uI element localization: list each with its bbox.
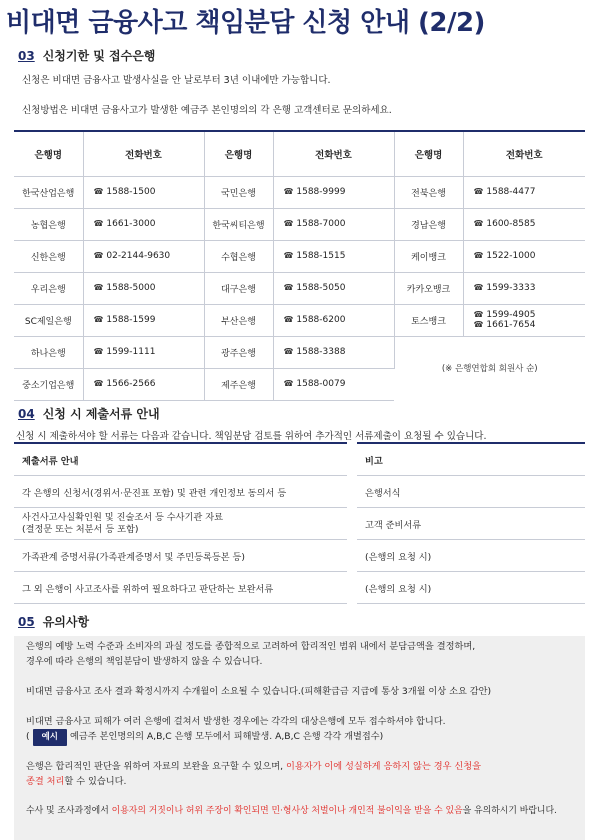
bank-phone: [83, 304, 204, 336]
column-header: 전화번호: [463, 132, 585, 176]
table-row: [14, 272, 585, 304]
phone-number: 1522-1000: [483, 251, 536, 261]
phone-icon: ☎: [283, 251, 294, 260]
bank-phone: [83, 336, 204, 368]
bank-phone: [83, 272, 204, 304]
bank-name: 신한은행: [14, 240, 83, 272]
phone-number: 1588-4477: [483, 187, 536, 197]
table-header-row: [14, 132, 585, 176]
notice-line-warning: 비대면 금융사고 조사 결과 확정시까지 수개월이 소요될 수 있습니다.(피해환급금 지급에 통상 3개월 이상 소요 감안): [26, 686, 492, 697]
bank-name: 광주은행: [204, 336, 273, 368]
phone-line: [474, 219, 584, 229]
column-header: 전화번호: [83, 132, 204, 176]
bank-name: 농협은행: [14, 208, 83, 240]
phone-icon: ☎: [283, 283, 294, 292]
bank-name: 부산은행: [204, 304, 273, 336]
section-title: 신청 시 제출서류 안내: [42, 407, 160, 421]
phone-line: [94, 187, 202, 197]
notice-text: 수사 및 조사과정에서: [26, 806, 112, 816]
column-header: 은행명: [204, 132, 273, 176]
bank-phone: [83, 240, 204, 272]
phone-number: 1588-3388: [293, 347, 346, 357]
phone-line: [474, 283, 584, 293]
notice-example-line: [26, 729, 383, 746]
bank-phone: [273, 368, 394, 400]
phone-number: 1588-7000: [293, 219, 346, 229]
phone-icon: ☎: [283, 347, 294, 356]
bank-phone: [463, 208, 585, 240]
bank-phone: [463, 304, 585, 336]
notice-warning: 종결 처리: [26, 776, 65, 787]
notice-line: [26, 774, 126, 789]
page-title: 비대면 금융사고 책임분담 신청 안내 (2/2): [6, 8, 485, 38]
phone-icon: ☎: [473, 187, 484, 196]
bank-name: 중소기업은행: [14, 368, 83, 400]
phone-line: [94, 347, 202, 357]
document-name: 가족관계 증명서류(가족관계증명서 및 주민등록등본 등): [14, 540, 347, 572]
section-04-heading: [18, 405, 160, 422]
bank-name: 제주은행: [204, 368, 273, 400]
phone-number: 1599-1111: [103, 347, 156, 357]
phone-number: 1588-6200: [293, 315, 346, 325]
section-number: 03: [18, 49, 35, 63]
phone-icon: ☎: [473, 251, 484, 260]
phone-line: [94, 283, 202, 293]
phone-icon: ☎: [473, 283, 484, 292]
documents-table: [14, 442, 585, 604]
bank-contact-table: [14, 130, 585, 401]
phone-number: 1600-8585: [483, 219, 536, 229]
notice-line: 은행의 예방 노력 수준과 소비자의 과실 정도를 종합적으로 고려하여 합리적인 범위 내에서 분담금액을 결정하며,: [26, 641, 476, 652]
phone-icon: ☎: [283, 187, 294, 196]
bank-name: 대구은행: [204, 272, 273, 304]
phone-icon: ☎: [283, 219, 294, 228]
phone-icon: ☎: [473, 310, 484, 319]
phone-number: 1588-0079: [293, 379, 346, 389]
notice-text: 할 수 있습니다.: [64, 776, 127, 787]
phone-number: 1599-3333: [483, 283, 536, 293]
phone-icon: ☎: [93, 283, 104, 292]
phone-line: [474, 320, 584, 330]
phone-number: 1588-5000: [103, 283, 156, 293]
bank-phone: [273, 240, 394, 272]
phone-icon: ☎: [93, 187, 104, 196]
documents-intro: 신청 시 제출하셔야 할 서류는 다음과 같습니다. 책임분담 검토를 위하여 추가적인 서류제출이 요청될 수 있습니다.: [16, 431, 487, 442]
notice-warning: 이용자의 거짓이나 허위 주장이 확인되면 민·형사상 처벌이나 개인적 불이익을 받을 수 있음: [111, 806, 463, 816]
column-header: 은행명: [14, 132, 83, 176]
bank-phone: [273, 208, 394, 240]
table-row: [14, 208, 585, 240]
phone-line: [474, 251, 584, 261]
phone-number: 1588-1515: [293, 251, 346, 261]
document-name-sub: (결정문 또는 처분서 등 포함): [22, 523, 139, 535]
bank-phone: [463, 240, 585, 272]
phone-line: [474, 187, 584, 197]
phone-number: 02-2144-9630: [103, 251, 171, 261]
phone-icon: ☎: [93, 251, 104, 260]
bank-name: 한국산업은행: [14, 176, 83, 208]
table-row: [14, 572, 585, 604]
phone-line: [94, 219, 202, 229]
phone-number: 1661-3000: [103, 219, 156, 229]
column-header: 전화번호: [273, 132, 394, 176]
column-header: 은행명: [394, 132, 463, 176]
phone-icon: ☎: [93, 219, 104, 228]
notice-text: 은행은 합리적인 판단을 위하여 자료의 보완을 요구할 수 있으며,: [26, 761, 286, 772]
bank-phone: [83, 368, 204, 400]
section-title: 신청기한 및 접수은행: [42, 49, 156, 63]
section-03-heading: [18, 47, 155, 64]
document-name: [14, 508, 347, 540]
bank-name: 하나은행: [14, 336, 83, 368]
bank-name: SC제일은행: [14, 304, 83, 336]
phone-icon: ☎: [93, 379, 104, 388]
document-note: (은행의 요청 시): [357, 572, 585, 604]
phone-number: 1588-9999: [293, 187, 346, 197]
phone-icon: ☎: [283, 315, 294, 324]
table-row: [14, 476, 585, 508]
notice-line: 비대면 금융사고 피해가 여러 은행에 걸쳐서 발생한 경우에는 각각의 대상은행에 모두 접수하셔야 합니다.: [26, 716, 446, 727]
phone-line: [94, 251, 202, 261]
document-name-line: 사건사고사실확인원 및 진술조서 등 수사기관 자료: [22, 511, 223, 523]
example-text: 예금주 본인명의의 A,B,C 은행 모두에서 피해발생. A,B,C 은행 각각 개별접수): [70, 731, 384, 742]
bank-phone: [463, 176, 585, 208]
notice-line: [26, 759, 481, 774]
bank-phone: [273, 336, 394, 368]
phone-line: [284, 251, 392, 261]
bank-phone: [83, 208, 204, 240]
document-name: 그 외 은행이 사고조사를 위하여 필요하다고 판단하는 보완서류: [14, 572, 347, 604]
document-note: 은행서식: [357, 476, 585, 508]
bank-name: 국민은행: [204, 176, 273, 208]
bank-name: 전북은행: [394, 176, 463, 208]
phone-line: [284, 347, 392, 357]
phone-line: [284, 283, 392, 293]
notice-text: 을 유의하시기 바랍니다.: [462, 806, 557, 816]
bank-name: 토스뱅크: [394, 304, 463, 336]
phone-line: [94, 379, 202, 389]
phone-number: 1661-7654: [483, 320, 536, 330]
table-row: [14, 508, 585, 540]
notice-warning: 이용자가 이에 성실하게 응하지 않는 경우 신청을: [285, 761, 481, 772]
member-order-note: (※ 은행연합회 회원사 순): [441, 364, 538, 375]
phone-line: [284, 187, 392, 197]
phone-line: [474, 310, 584, 320]
phone-icon: ☎: [283, 379, 294, 388]
phone-icon: ☎: [93, 347, 104, 356]
section-title: 유의사항: [42, 615, 90, 629]
table-row: [14, 336, 585, 368]
bank-phone: [83, 176, 204, 208]
phone-number: 1599-4905: [483, 310, 536, 320]
deadline-text: 신청은 비대면 금융사고 발생사실을 안 날로부터 3년 이내에만 가능합니다.: [22, 75, 331, 86]
bank-phone: [273, 272, 394, 304]
phone-number: 1588-1599: [103, 315, 156, 325]
phone-icon: ☎: [473, 219, 484, 228]
table-row: [14, 240, 585, 272]
phone-icon: ☎: [473, 320, 484, 329]
column-header: 비고: [357, 442, 585, 476]
table-header-row: [14, 442, 585, 476]
phone-icon: ☎: [93, 315, 104, 324]
document-note: (은행의 요청 시): [357, 540, 585, 572]
document-note: 고객 준비서류: [357, 508, 585, 540]
section-number: 04: [18, 407, 35, 421]
document-name: 각 은행의 신청서(경위서·문진표 포함) 및 관련 개인정보 동의서 등: [14, 476, 347, 508]
section-number: 05: [18, 615, 35, 629]
phone-number: 1588-5050: [293, 283, 346, 293]
notice-box: [14, 636, 585, 840]
bank-name: 수협은행: [204, 240, 273, 272]
bank-name: 케이뱅크: [394, 240, 463, 272]
bank-phone: [273, 176, 394, 208]
notice-line-warning: 경우에 따라 은행의 책임분담이 발생하지 않을 수 있습니다.: [26, 656, 263, 667]
phone-line: [284, 315, 392, 325]
phone-line: [284, 379, 393, 389]
bank-name: 경남은행: [394, 208, 463, 240]
phone-number: 1588-1500: [103, 187, 156, 197]
bank-name: 한국씨티은행: [204, 208, 273, 240]
paren: (: [26, 731, 30, 742]
method-text: 신청방법은 비대면 금융사고가 발생한 예금주 본인명의의 각 은행 고객센터로 문의하세요.: [22, 105, 392, 116]
bank-name: 우리은행: [14, 272, 83, 304]
bank-name: 카카오뱅크: [394, 272, 463, 304]
phone-number: 1566-2566: [103, 379, 156, 389]
table-row: [14, 540, 585, 572]
phone-line: [94, 315, 202, 325]
notice-line: [26, 804, 557, 819]
section-05-heading: [18, 613, 89, 630]
bank-phone: [463, 272, 585, 304]
table-row: [14, 176, 585, 208]
example-badge: 예시: [33, 729, 67, 746]
bank-phone: [273, 304, 394, 336]
phone-line: [284, 219, 392, 229]
column-header: 제출서류 안내: [14, 442, 347, 476]
table-row: [14, 304, 585, 336]
